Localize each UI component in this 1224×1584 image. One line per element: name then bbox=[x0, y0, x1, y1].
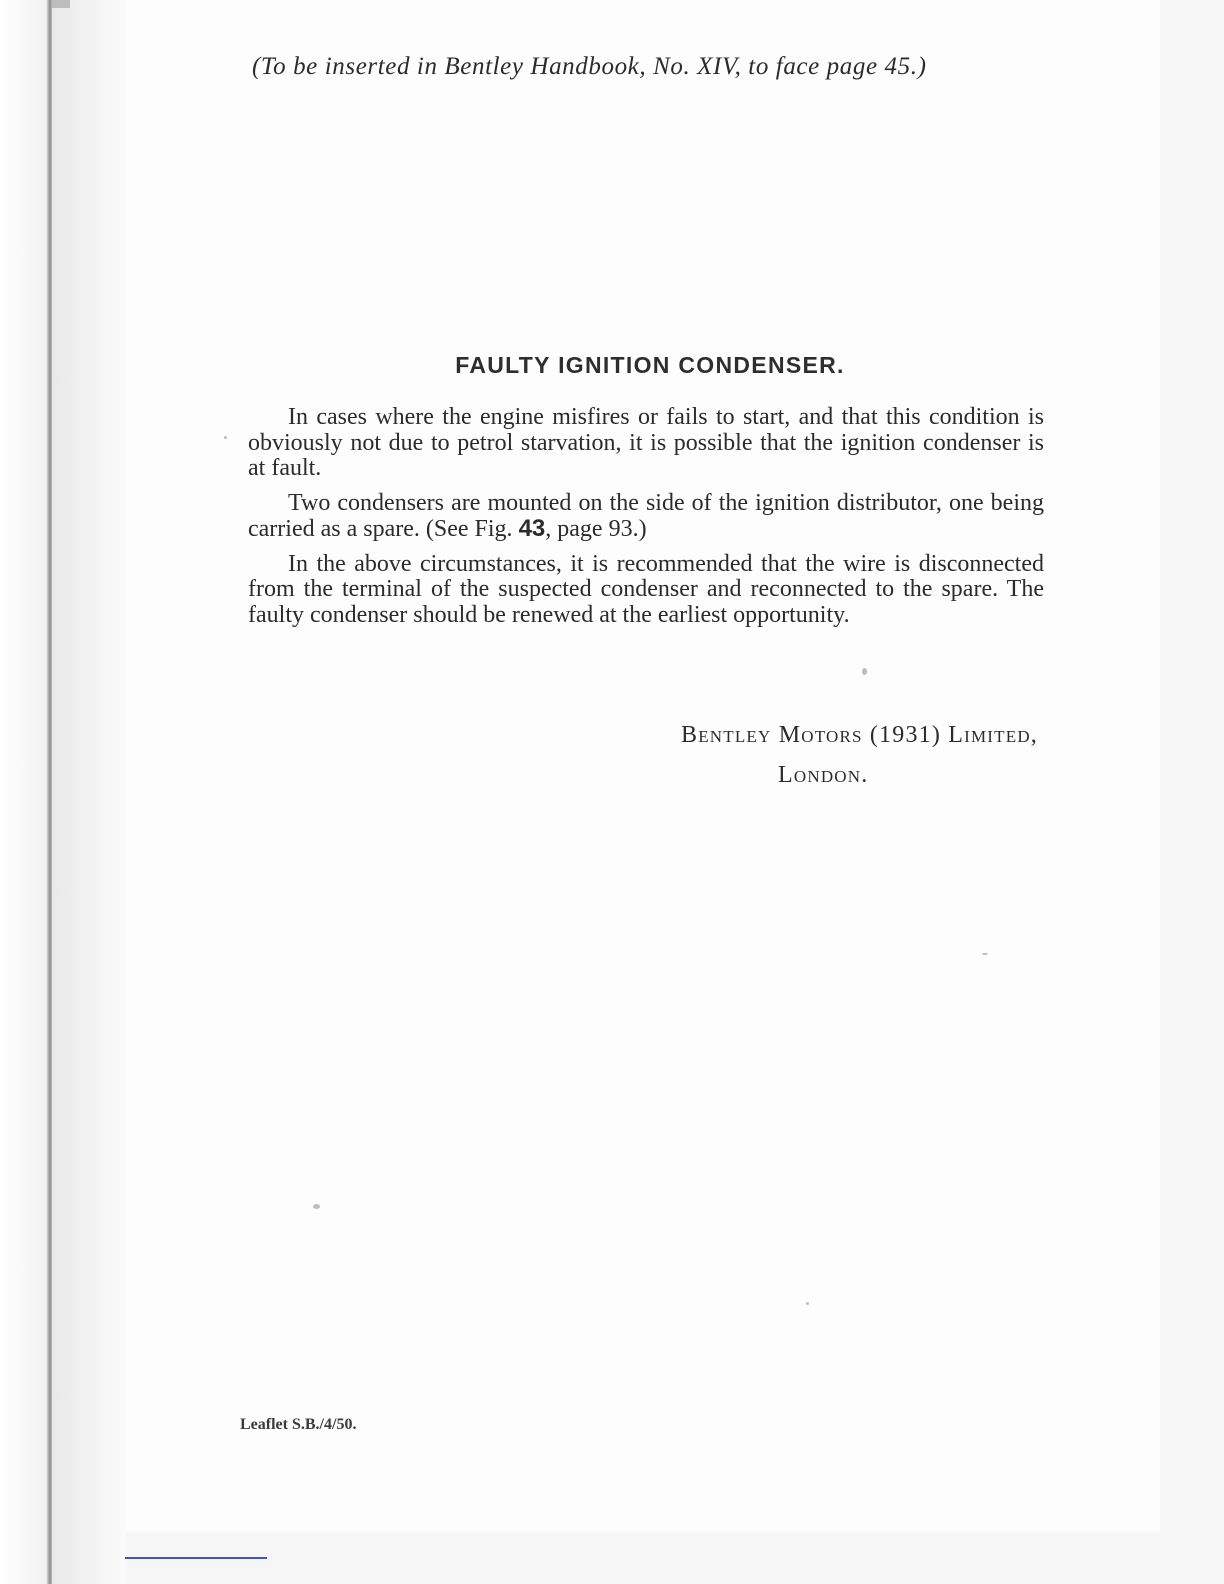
insertion-note: (To be inserted in Bentley Handbook, No. XIV, to face page 45.) bbox=[252, 53, 927, 80]
scan-speck bbox=[313, 1204, 320, 1209]
signature-company: Bentley Motors (1931) Limited, bbox=[681, 722, 1038, 748]
document-title: FAULTY IGNITION CONDENSER. bbox=[455, 352, 845, 378]
signature-block bbox=[600, 722, 1038, 789]
figure-reference-number: 43 bbox=[518, 515, 546, 542]
page-edge-corner bbox=[52, 0, 70, 8]
document-body bbox=[248, 405, 1044, 637]
paragraph-condensers-text: Two condensers are mounted on the side of the ignition distributor, one being carried as a spare. (See Fig. bbox=[248, 489, 1044, 542]
paragraph-recommendation: In the above circumstances, it is recommended that the wire is disconnected from the terminal of the suspected condenser and reconnected to the spare. The faulty condenser should be renewed at the earliest opportunity. bbox=[248, 550, 1044, 628]
paragraph-misfire: In cases where the engine misfires or fails to start, and that this condition is obviously not due to petrol starvation, it is possible that the ignition condenser is at fault. bbox=[248, 404, 1044, 481]
scan-speck bbox=[982, 953, 988, 955]
paragraph-condensers bbox=[248, 491, 1044, 543]
scan-speck bbox=[862, 668, 867, 675]
binding-shadow bbox=[52, 0, 126, 1584]
scan-speck bbox=[806, 1302, 809, 1305]
signature-city: London. bbox=[778, 762, 869, 788]
bottom-rule bbox=[125, 1557, 267, 1559]
page-edge bbox=[0, 0, 52, 1584]
paragraph-condensers-page: , page 93.) bbox=[545, 516, 647, 542]
scan-speck bbox=[224, 436, 227, 439]
leaflet-reference: Leaflet S.B./4/50. bbox=[240, 1416, 357, 1433]
